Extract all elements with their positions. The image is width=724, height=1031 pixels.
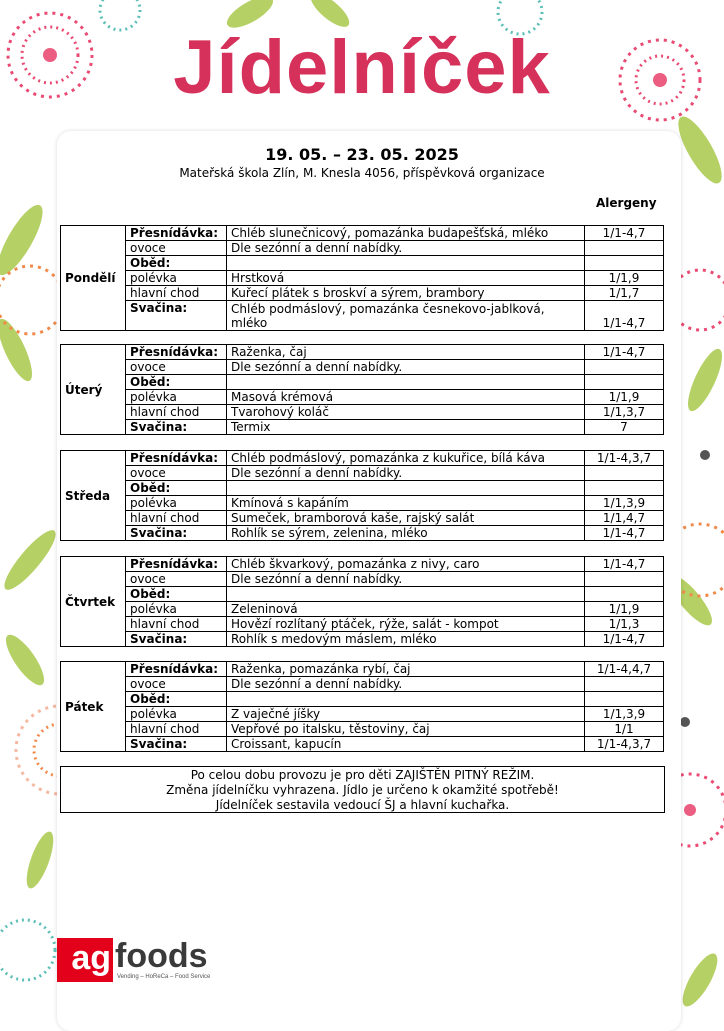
dish: Sumeček, bramborová kaše, rajský salát xyxy=(227,511,585,526)
meal-label: ovoce xyxy=(126,466,227,481)
logo-foods: foods xyxy=(115,937,208,975)
dish: Dle sezónní a denní nabídky. xyxy=(227,572,585,587)
meal-label: Oběd: xyxy=(126,587,227,602)
footer-notice xyxy=(60,766,665,813)
day-table-thursday xyxy=(60,556,664,647)
dish xyxy=(227,256,585,271)
meal-label: ovoce xyxy=(126,360,227,375)
meal-label: polévka xyxy=(126,390,227,405)
meal-label: Přesnídávka: xyxy=(126,662,227,677)
school-name: Mateřská škola Zlín, M. Knesla 4056, příspěvková organizace xyxy=(179,166,545,180)
meal-label: ovoce xyxy=(126,241,227,256)
meal-label: polévka xyxy=(126,271,227,286)
allergen-column-header: Alergeny xyxy=(596,196,657,210)
dish: Chléb slunečnicový, pomazánka budapešťská, mléko xyxy=(227,226,585,241)
meal-label: Svačina: xyxy=(126,301,227,331)
meal-label: hlavní chod xyxy=(126,286,227,301)
dish: Dle sezónní a denní nabídky. xyxy=(227,677,585,692)
dish: Masová krémová xyxy=(227,390,585,405)
dish: Vepřové po italsku, těstoviny, čaj xyxy=(227,722,585,737)
dish: Hrstková xyxy=(227,271,585,286)
allergens: 1/1,3,9 xyxy=(585,707,664,722)
day-name: Středa xyxy=(61,451,126,541)
meal-label: hlavní chod xyxy=(126,617,227,632)
dish xyxy=(227,587,585,602)
allergens: 1/1-4,7 xyxy=(585,226,664,241)
allergens: 1/1,9 xyxy=(585,271,664,286)
dish: Dle sezónní a denní nabídky. xyxy=(227,241,585,256)
allergens: 1/1-4,7 xyxy=(585,632,664,647)
day-table-wednesday xyxy=(60,450,664,541)
meal-label: ovoce xyxy=(126,572,227,587)
meal-label: Svačina: xyxy=(126,526,227,541)
footer-line: Po celou dobu provozu je pro děti ZAJIŠTĚN PITNÝ REŽIM. xyxy=(190,768,535,782)
allergens: 1/1,4,7 xyxy=(585,511,664,526)
dish: Chléb podmáslový, pomazánka česnekovo-jablková, mléko xyxy=(227,301,585,331)
dish: Chléb škvarkový, pomazánka z nivy, caro xyxy=(227,557,585,572)
allergens: 1/1,3,9 xyxy=(585,496,664,511)
allergens xyxy=(585,692,664,707)
allergens: 1/1-4,3,7 xyxy=(585,737,664,752)
meal-label: polévka xyxy=(126,602,227,617)
meal-label: Oběd: xyxy=(126,375,227,390)
day-name: Pátek xyxy=(61,662,126,752)
dish: Raženka, pomazánka rybí, čaj xyxy=(227,662,585,677)
meal-label: ovoce xyxy=(126,677,227,692)
allergens xyxy=(585,241,664,256)
footer-line: Jídelníček sestavila vedoucí ŠJ a hlavní kuchařka. xyxy=(215,798,510,812)
meal-label: Přesnídávka: xyxy=(126,226,227,241)
day-table-tuesday xyxy=(60,344,664,435)
allergens xyxy=(585,481,664,496)
allergens: 1/1-4,7 xyxy=(585,345,664,360)
day-table-friday xyxy=(60,661,664,752)
allergens xyxy=(585,466,664,481)
allergens: 1/1-4,7 xyxy=(585,301,664,331)
day-table-monday xyxy=(60,225,664,331)
allergens: 1/1-4,4,7 xyxy=(585,662,664,677)
dish xyxy=(227,692,585,707)
allergens: 1/1,3 xyxy=(585,617,664,632)
meal-label: hlavní chod xyxy=(126,405,227,420)
meal-label: hlavní chod xyxy=(126,722,227,737)
dish: Termix xyxy=(227,420,585,435)
dish: Tvarohový koláč xyxy=(227,405,585,420)
allergens: 7 xyxy=(585,420,664,435)
allergens: 1/1,9 xyxy=(585,602,664,617)
dish: Kmínová s kapáním xyxy=(227,496,585,511)
meal-label: Přesnídávka: xyxy=(126,345,227,360)
day-name: Úterý xyxy=(61,345,126,435)
dish: Dle sezónní a denní nabídky. xyxy=(227,360,585,375)
dish: Croissant, kapucín xyxy=(227,737,585,752)
meal-label: Svačina: xyxy=(126,737,227,752)
dish xyxy=(227,375,585,390)
meal-label: polévka xyxy=(126,496,227,511)
allergens xyxy=(585,572,664,587)
dish: Zeleninová xyxy=(227,602,585,617)
meal-label: Přesnídávka: xyxy=(126,451,227,466)
logo-ag: ag xyxy=(57,938,113,982)
allergens xyxy=(585,677,664,692)
meal-label: Svačina: xyxy=(126,632,227,647)
meal-label: Svačina: xyxy=(126,420,227,435)
page-title: Jídelníček xyxy=(173,25,551,110)
meal-label: polévka xyxy=(126,707,227,722)
allergens: 1/1-4,3,7 xyxy=(585,451,664,466)
meal-label: Oběd: xyxy=(126,256,227,271)
allergens: 1/1-4,7 xyxy=(585,526,664,541)
footer-line: Změna jídelníčku vyhrazena. Jídlo je určeno k okamžité spotřebě! xyxy=(166,783,559,797)
allergens: 1/1-4,7 xyxy=(585,557,664,572)
logo-tagline: Vending – HoReCa – Food Service xyxy=(117,974,211,980)
allergens xyxy=(585,587,664,602)
allergens xyxy=(585,256,664,271)
allergens: 1/1,7 xyxy=(585,286,664,301)
dish: Raženka, čaj xyxy=(227,345,585,360)
dish: Rohlík se sýrem, zelenina, mléko xyxy=(227,526,585,541)
dish: Kuřecí plátek s broskví a sýrem, brambory xyxy=(227,286,585,301)
date-range: 19. 05. – 23. 05. 2025 xyxy=(265,145,459,164)
allergens xyxy=(585,375,664,390)
allergens: 1/1,3,7 xyxy=(585,405,664,420)
meal-label: hlavní chod xyxy=(126,511,227,526)
allergens xyxy=(585,360,664,375)
dish: Z vaječné jíšky xyxy=(227,707,585,722)
dish: Rohlík s medovým máslem, mléko xyxy=(227,632,585,647)
allergens: 1/1,9 xyxy=(585,390,664,405)
dish xyxy=(227,481,585,496)
meal-label: Přesnídávka: xyxy=(126,557,227,572)
meal-label: Oběd: xyxy=(126,481,227,496)
day-name: Čtvrtek xyxy=(61,557,126,647)
meal-label: Oběd: xyxy=(126,692,227,707)
dish: Dle sezónní a denní nabídky. xyxy=(227,466,585,481)
day-name: Pondělí xyxy=(61,226,126,331)
dish: Hovězí rozlítaný ptáček, rýže, salát - kompot xyxy=(227,617,585,632)
allergens: 1/1 xyxy=(585,722,664,737)
dish: Chléb podmáslový, pomazánka z kukuřice, bílá káva xyxy=(227,451,585,466)
